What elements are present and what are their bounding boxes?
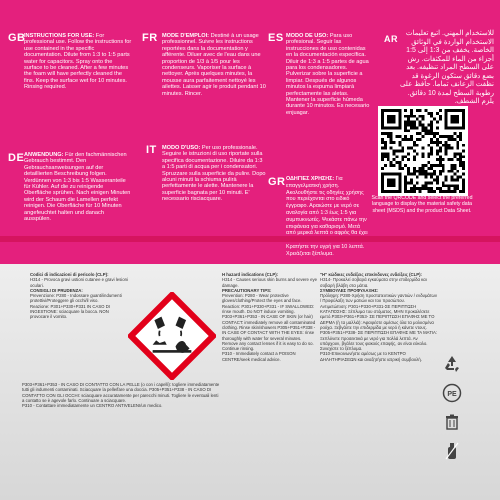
hazard-it-heading: Codici di indicazioni di pericolo (CLP):: [30, 272, 109, 277]
hazard-it-reaction: Reazione: P301+P330+P331 IN CASO DI INGESTIONE: sciacquare la bocca. NON provocare il vomito.: [30, 303, 111, 320]
hazard-en-heading: H hazard indications (CLP):: [222, 272, 279, 277]
hazard-en-h314: H314 - Causes serious skin burns and severe eye damage.: [222, 277, 318, 288]
lang-code-it: IT: [146, 144, 157, 156]
hazard-gr-h314: H314- Προκαλεί σοβαρά εγκαύματα στην επιδερμίδα και σοβαρή βλάβη στα μάτια.: [320, 277, 427, 288]
lang-code-es: ES: [268, 32, 284, 44]
disposal-icons: [440, 352, 492, 468]
hazard-it-prevention: Prevenzione: P280 - Indossare guanti/indumenti protettivi/Proteggere gli occhi/il viso.: [30, 293, 122, 304]
hazard-gr-prec-heading: ΣΥΜΒΟΥΛΕΣ ΠΡΟΦΥΛΑΞΗΣ:: [320, 287, 379, 293]
hazard-gr-heading: "H" κώδικες ενδείξεις επικίνδυνες ενδείξεις (CLP):: [320, 272, 422, 277]
instructions-it: [162, 145, 266, 203]
hazard-it-p310: P310 - Contattare immediatamente un CENTRO ANTIVELENI/un medico.: [22, 403, 163, 409]
pe-badge-icon: [442, 383, 462, 403]
qr-code-image: [381, 109, 465, 193]
hazard-gr-prevention: Πρόληψη: P280-Χρήση προστατευτικών γαντιών / ενδυμάτων / Προφύλαξη των ματιών και του προσώπου.: [320, 293, 438, 304]
bin-icon: [442, 412, 462, 432]
lang-code-ar: AR: [384, 34, 398, 44]
instructions-de: [24, 152, 132, 222]
lang-code-gr: GR: [268, 176, 286, 188]
instructions-ar-text: للاستخدام المهني. اتبع تعليمات الاستخدام الواردة في الوثائق الخاصة. يخفف من 1:3 إلى 1:5 أجزاء من الماء للمكثفات. رش على السطح المراد تنظيفه. بعد بضع دقائق ستكون الرغوة قد نظفت الزعانف تماما. حافظ على رطوبة السطح لمدة 10 دقائق. يلزم الشطف.: [399, 30, 494, 105]
hazard-gr-reaction: Αντιμετώπιση: P301+P330+P331-ΣΕ ΠΕΡΙΠΤΩΣΗ ΚΑΤΑΠΟΣΗΣ: Ξέπλυμα του στόματος. ΜΗΝ προκαλέσετε εμετό.P303+P361+P353- ΣΕ ΠΕΡΙΠΤΩΣΗ ΕΠΑΦΗΣ ΜΕ ΤΟ ΔΕΡΜΑ (ή τα μαλλιά): Αφαιρέστε αμέσως όλα τα μολυσμένα ρούχα. Ξεβγάλτε την επιδερμίδα με νερό ή κάνετε ντους. P305+P351+P338- ΣΕ ΠΕΡΙΠΤΩΣΗ ΕΠΑΦΗΣ ΜΕ ΤΑ ΜΑΤΙΑ: Ξεπλύνετε προσεκτικά με νερό για πολλά λεπτά. Αν υπάρχουν, βγάλτε τους φακούς επαφής, αν είναι εύκολο. Συνεχίστε το ξέπλυμα.: [320, 303, 438, 352]
hazard-gr: [320, 272, 438, 362]
hazard-en-p310: P310 - Immediately contact a POISON CENTRE/seek medical advice.: [222, 351, 296, 362]
instructions-ar: [396, 30, 494, 107]
hazard-it-2: [22, 382, 222, 408]
instructions-fr-text: Destiné à un usage professionnel. Suivre les instructions reportées dans la documentation y afférente. Diluer avec de l'eau dans une proportion de 1/3 à 1/5 pour les condenseurs. Vaporiser la surface à nettoyer. Après quelques minutes, la mousse aura parfaitement nettoyé les ailettes. Laisser agir le produit pendant 10 minutes. Rincer.: [162, 33, 266, 97]
hazard-gr-p310: P310-Επικοινωνήστε αμέσως με το ΚΕΝΤΡΟ ΔΗΛΗΤΗΡΙΑΣΕΩΝ και αναζητήστε ιατρική συμβουλή.: [320, 351, 422, 362]
lang-code-de: DE: [8, 152, 25, 164]
lang-code-fr: FR: [142, 32, 158, 44]
recycle-icon: [442, 354, 462, 374]
qr-note: Scan the QRCODE and select the preferred language to display the material safety data sheet (MSDS) and the product Data Sheet.: [371, 195, 473, 214]
hazard-it-h314: H314 - Provoca gravi ustioni cutanee e gravi lesioni oculari.: [30, 277, 128, 288]
instructions-gr-text: Για επαγγελματική χρήση. Ακολουθήστε τις οδηγίες χρήσης που περιέχονται στο ειδικό έγγραφο. Αραιώστε με νερό σε αναλογία από 1:3 έως 1:5 για συμπυκνωτές. Ψεκάστε πάνω την επιφάνεια για καθαρισμό. Μετά από μερικά λεπτά ο αφρός θα έχει Κρατήστε την υγρή για 10 λεπτά. Χρειάζεται ξέπλυμα.: [286, 176, 368, 257]
instructions-gb-text: For professional use. Follow the instructions for use contained in the specific documentation. Dilute from 1:3 to 1:5 parts water for capacitors. Spray onto the surface to be cleaned. After a few minutes the foam will have perfectly cleaned the fins. Keep the surface wet for 10 minutes. Rinsing required.: [24, 33, 132, 91]
qr-code[interactable]: [378, 106, 468, 196]
hazard-en: [222, 272, 318, 362]
hazard-en-prec-heading: PRECAUTIONARY TIPS:: [222, 287, 272, 293]
instructions-de-text: Für den fachmännischen Gebrauch bestimmt. Den Gebrauchsanweisungen auf der detaillierten Beschreibung folgen. Verdünnen von 1:3 bis 1:5 Wasseranteile für Kühler. Auf die zu reinigende Oberfläche sprühen. Nach einigen Minuten wird der Schaum die Lamellen perfekt reinigen. Die Oberfläche für 10 Minuten angefeuchtet halten und danach ausspülen.: [24, 152, 131, 223]
aerosol-icon: [442, 441, 462, 461]
instructions-gb: [24, 33, 132, 91]
hazard-en-prevention: Prevention: P280 - Wear protective gloves/clothing/Protect the eyes and face.: [222, 293, 302, 304]
divider-stripe: [0, 236, 500, 242]
instructions-es: [286, 33, 370, 116]
instructions-gr-heading: ΟΔΗΓΙΕΣ ΧΡΗΣΗΣ:: [286, 176, 335, 182]
instructions-gr: [286, 176, 370, 258]
hazard-en-reaction: Reaction: P301+P330+P331 - IF SWALLOWED: rinse mouth. Do NOT induce vomiting. P303+P361+P353 - IN CASE OF SKIN (or hair) CONTACT: immediately remove all contaminated clothing. Rinse skin/showers P305+P351+P338 - IN CASE OF CONTACT WITH THE EYES: rinse thoroughly with water for several minutes. Remove any contact lenses if it is easy to do so. Continue rinsing.: [222, 303, 316, 352]
instructions-it-heading: MODO D'USO:: [162, 145, 201, 151]
instructions-fr-heading: MODE D'EMPLOI:: [162, 33, 210, 39]
instructions-de-heading: ANWENDUNG:: [24, 152, 64, 158]
instructions-es-heading: MODO DE USO:: [286, 33, 329, 39]
instructions-fr: [162, 33, 266, 97]
instructions-it-text: Per uso professionale. Seguire le istruzioni di uso riportate sulla specifica documentazione. Diluire da 1:3 a 1:5 parti di acqua per i condensatori. Spruzzare sulla superficie da pulire. Dopo alcuni minuti la schiuma pulirà perfettamente le alette. Mantenere la superficie bagnata per 10 minuti. E' necessario risciacquare.: [162, 145, 266, 203]
hazard-it-skin: P303+P361+P353 - IN CASO DI CONTATTO CON LA PELLE (o con i capelli): togliere immediatamente tutti gli indumenti contaminati. Sciacquare la pelle/fare una doccia. P305+P351+P338 - IN CASO DI CONTATTO CON GLI OCCHI: sciacquare accuratamente per parecchi minuti. Togliere le eventuali lenti a contatto se è agevole farlo. Continuare a sciacquare.: [22, 382, 220, 403]
ghs-corrosion-icon: [128, 292, 216, 380]
pe-badge-text: PE: [447, 391, 457, 398]
lang-code-gb: GB: [8, 32, 26, 44]
hazard-it: [30, 272, 128, 320]
instructions-gb-heading: INSTRUCTIONS FOR USE:: [24, 33, 95, 39]
instructions-es-text: Para uso profesional. Seguir las instrucciones de uso contenidas en la documentación específica. Diluir de 1:3 a 1:5 partes de agua para los condensadores. Pulverizar sobre la superficie a limpiar. Después de algunos minutos la espuma limpiará perfectamente las aletas. Mantener la superficie húmeda durante 10 minutos. Es necesario enjuagar.: [286, 33, 370, 116]
hazard-it-prec-heading: CONSIGLI DI PRUDENZA:: [30, 287, 83, 293]
